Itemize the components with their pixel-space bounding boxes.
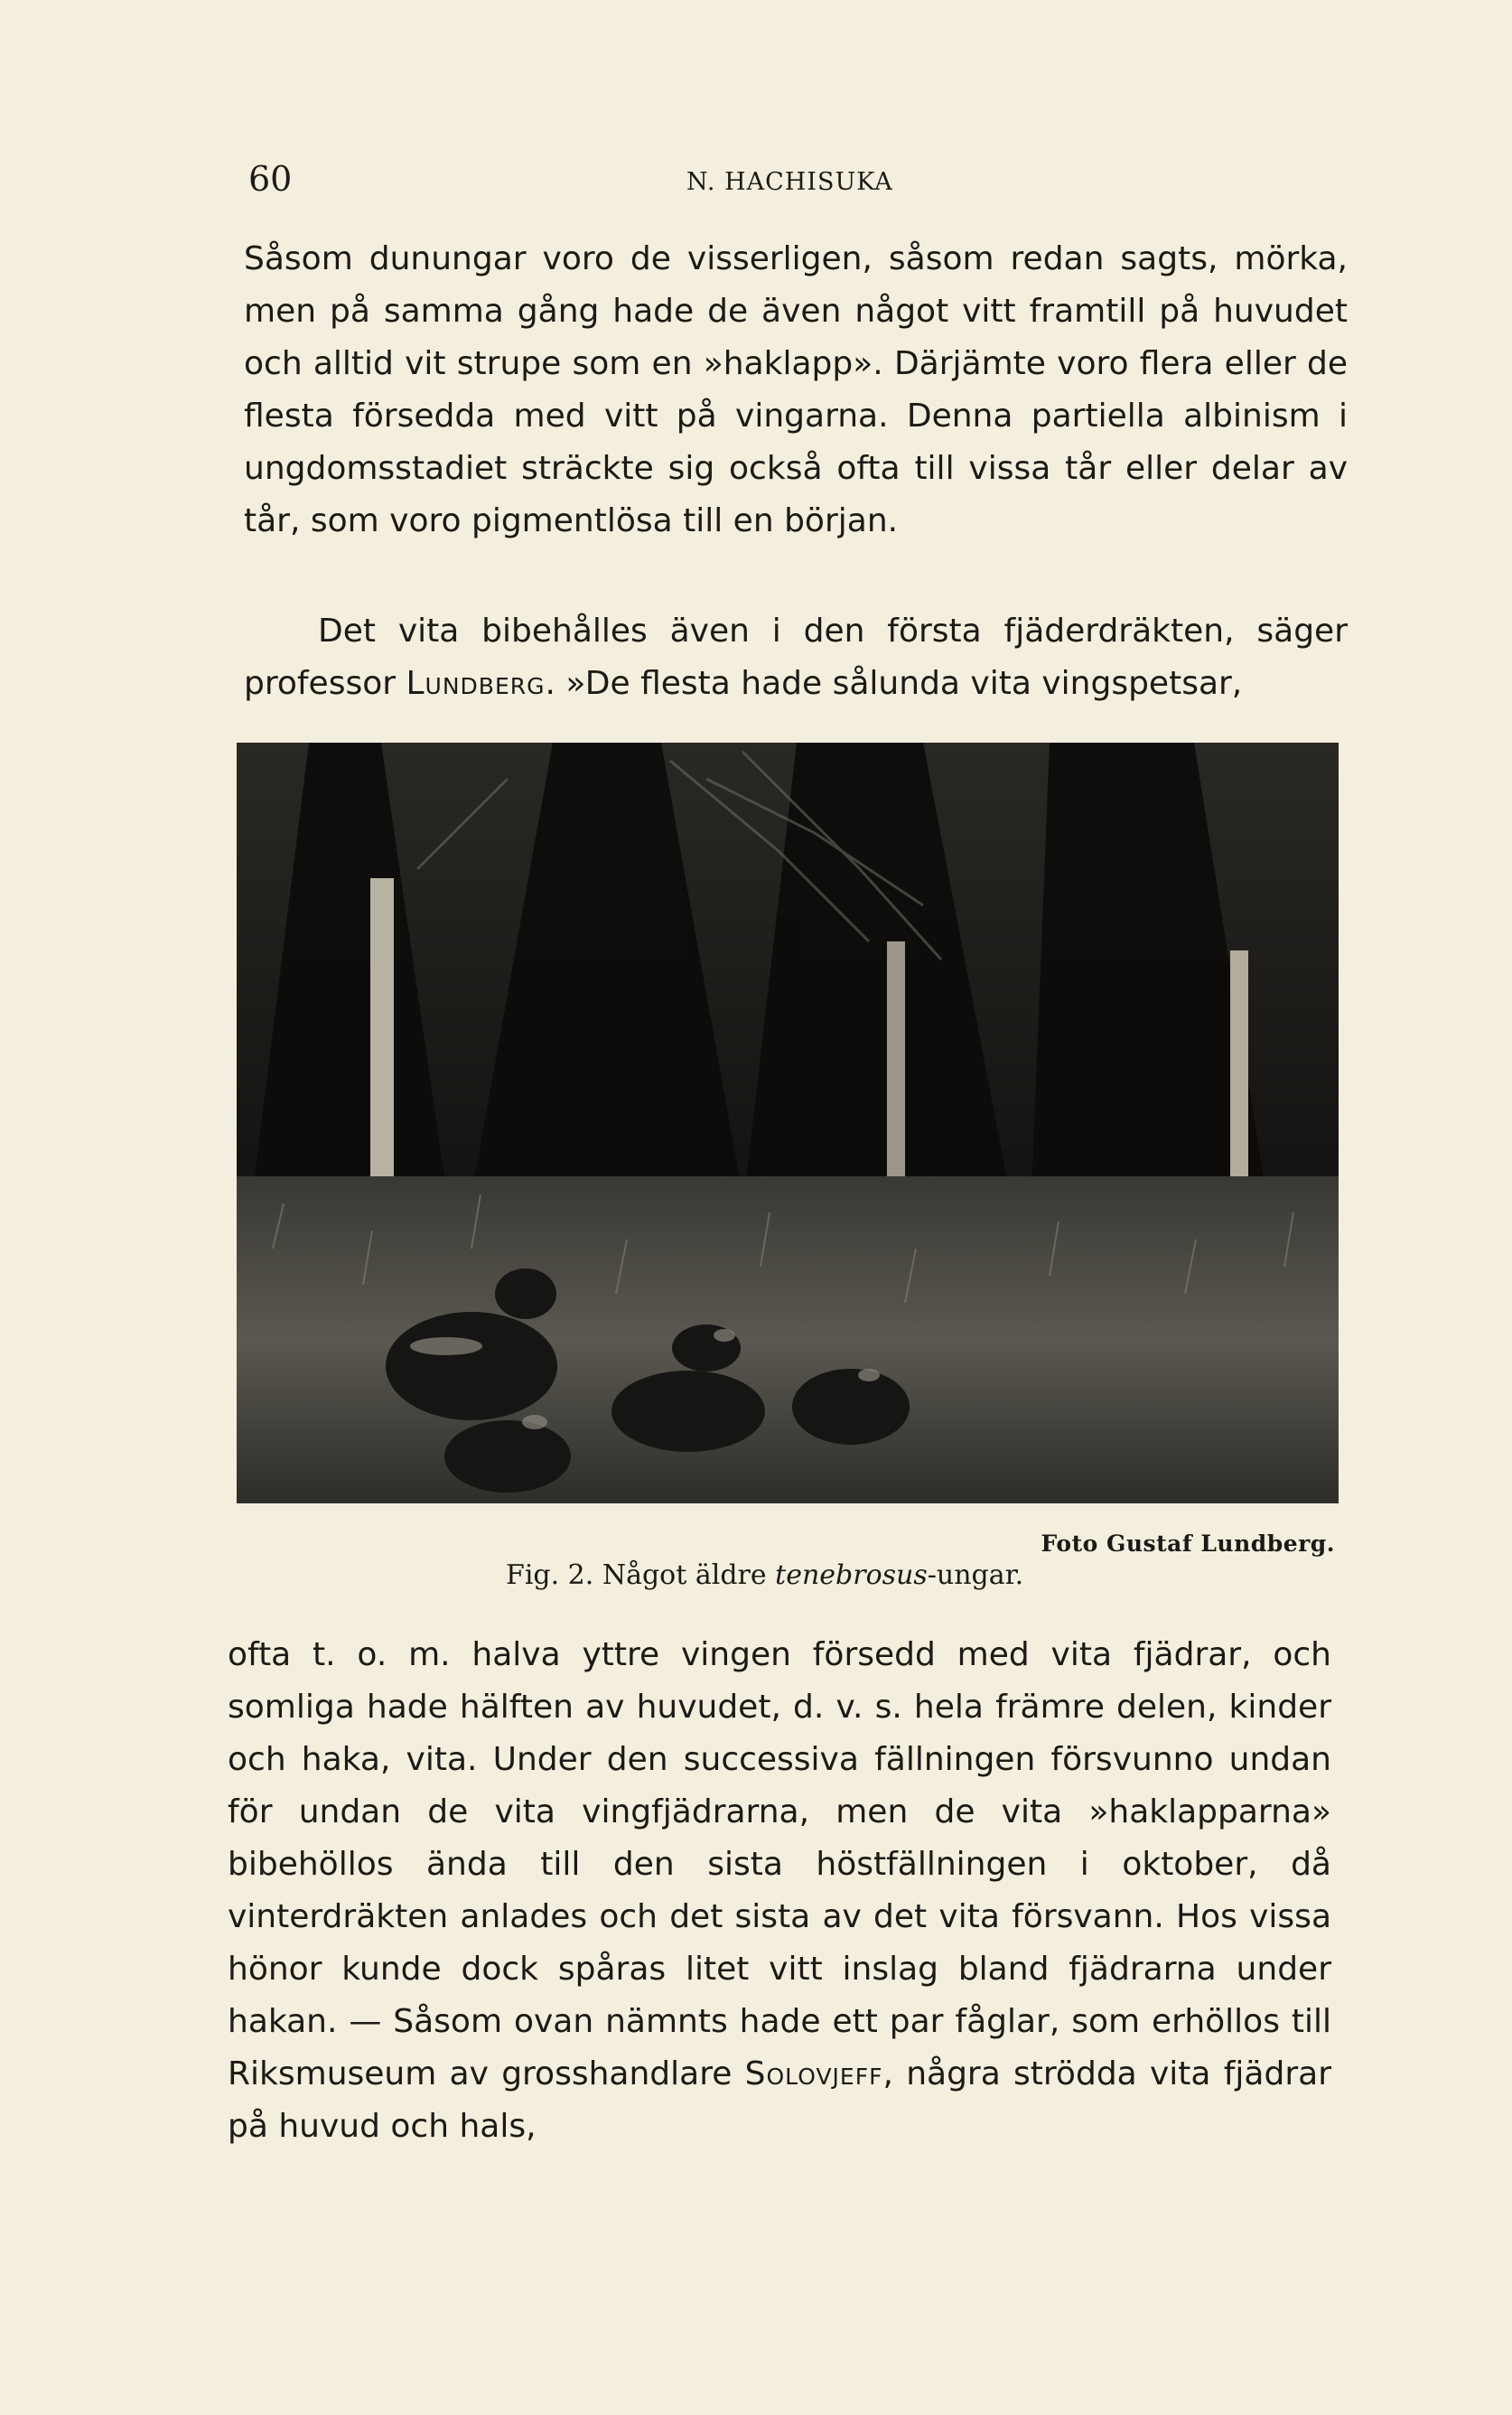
paragraph-3-text-end: , några strödda vita fjädrar på huvud och hals, — [228, 2055, 1331, 2145]
author-name-solovjeff: Solovjeff — [744, 2055, 883, 2092]
bird-adult — [386, 1312, 557, 1420]
bird-chick-2 — [611, 1371, 765, 1452]
paragraph-2-text: Det vita bibehålles även i den första fjäderdräkten, säger professor — [244, 613, 1348, 702]
page-number: 60 — [248, 159, 293, 199]
paragraph-2 — [244, 605, 1348, 710]
running-head: N. HACHISUKA — [686, 168, 893, 196]
paragraph-2-text-end: . »De flesta hade sålunda vita vingspetsar, — [545, 665, 1243, 702]
birch-trunk-left — [370, 878, 394, 1176]
paragraph-1: Såsom dunungar voro de visserligen, såsom redan sagts, mörka, men på samma gång hade de även något vitt framtill på huvudet och alltid vit strupe som en »haklapp». Därjämte voro flera eller de flesta försedda med vitt på vingarna. Denna partiella albinism i ungdomsstadiet sträckte sig också ofta till vissa tår eller delar av tår, som voro pigmentlösa till en början. — [244, 240, 1348, 539]
caption-species: tenebrosus — [775, 1559, 928, 1591]
paragraph-3-text: ofta t. o. m. halva yttre vingen försedd med vita fjädrar, och somliga hade hälften av huvudet, d. v. s. hela främre delen, kinder och haka, vita. Under den successiva fällningen försvunno undan för undan de vita vingfjädrarna, men de vita »haklapparna» bibehöllos ända till den sista höstfällningen i oktober, då vinterdräkten anlades och det sista av det vita försvann. Hos vissa hönor kunde dock spåras litet vitt inslag bland fjädrarna under hakan. — Såsom ovan nämnts hade ett par fåglar, som erhöllos till Riksmuseum av grosshandlare — [228, 1636, 1331, 2092]
caption-prefix: Fig. 2. Något äldre — [506, 1559, 776, 1591]
bird-chick-3 — [792, 1369, 910, 1445]
author-name-lundberg: Lundberg — [406, 665, 546, 702]
paragraph-3 — [228, 1629, 1331, 2153]
birch-trunk-middle — [887, 941, 905, 1203]
figure-caption — [506, 1559, 1023, 1591]
forest-photograph — [237, 743, 1339, 1503]
caption-suffix: -ungar. — [927, 1559, 1024, 1591]
bird-chick-1 — [444, 1420, 571, 1493]
photo-credit: Foto Gustaf Lundberg. — [1041, 1530, 1335, 1557]
